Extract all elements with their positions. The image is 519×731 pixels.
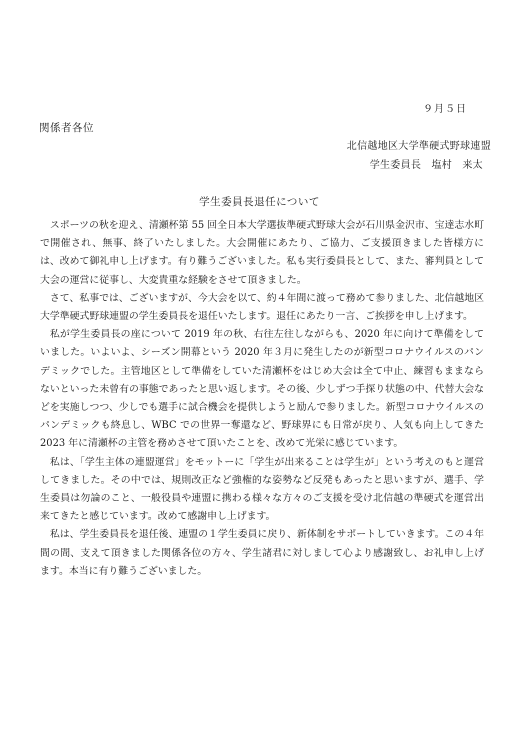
- letter-body: [40, 217, 484, 581]
- letter-date: ９月５日: [423, 104, 467, 115]
- paragraph-5: 私は、学生委員長を退任後、連盟の１学生委員に戻り、新体制をサポートしていきます。この４年間の間、支えて頂きました関係各位の方々、学生諸君に対しまして心より感謝致し、お礼申し上げます。本当に有り難うございました。: [40, 529, 484, 577]
- addressee: 関係者各位: [39, 122, 94, 134]
- sender-name: 学生委員長 塩村 来太: [369, 160, 483, 171]
- paragraph-3: 私が学生委員長の座について 2019 年の秋、右往左往しながらも、2020 年に向けて準備をしていました。いよいよ、シーズン開幕という 2020 年３月に発生したのが新型コロナウイルスのパンデミックでした。主管地区として準備をしていた清瀬杯をはじめ大会は全て中止、練習もままならないといった未曾有の事態であったと思い返します。その後、少しずつ手探り状態の中、代替大会などを実施しつつ、少しでも選手に試合機会を提供しようと励んで参りました。新型コロナウイルスのパンデミックも終息し、WBC での世界一奪還など、野球界にも日常が戻り、人気も向上してきた 2023 年に清瀬杯の主管を務めさせて頂いたことを、改めて光栄に感じています。: [40, 329, 484, 450]
- paragraph-1: スポーツの秋を迎え、清瀬杯第 55 回全日本大学選抜準硬式野球大会が石川県金沢市、宝達志水町で開催され、無事、終了いたしました。大会開催にあたり、ご協力、ご支援頂きました皆様方には、改めて御礼申し上げます。有り難うございました。私も実行委員長として、また、審判員として大会の運営に従事し、大変貴重な経験をさせて頂きました。: [40, 220, 484, 286]
- paragraph-4: 私は、「学生主体の連盟運営」をモットーに「学生が出来ることは学生が」という考えのもと運営してきました。その中では、規則改正など強権的な姿勢など反発もあったと思いますが、選手、学生委員は勿論のこと、一般役員や連盟に携わる様々な方々のご支援を受け北信越の準硬式を運営出来てきたと感じています。改めて感謝申し上げます。: [40, 456, 484, 523]
- paragraph-2: さて、私事では、ございますが、今大会を以て、約４年間に渡って務めて参りました、北信越地区大学準硬式野球連盟の学生委員長を退任いたします。退任にあたり一言、ご挨拶を申し上げます。: [40, 292, 484, 323]
- sender-organization: 北信越地区大学準硬式野球連盟: [346, 141, 491, 152]
- letter-title: 学生委員長退任について: [199, 196, 320, 208]
